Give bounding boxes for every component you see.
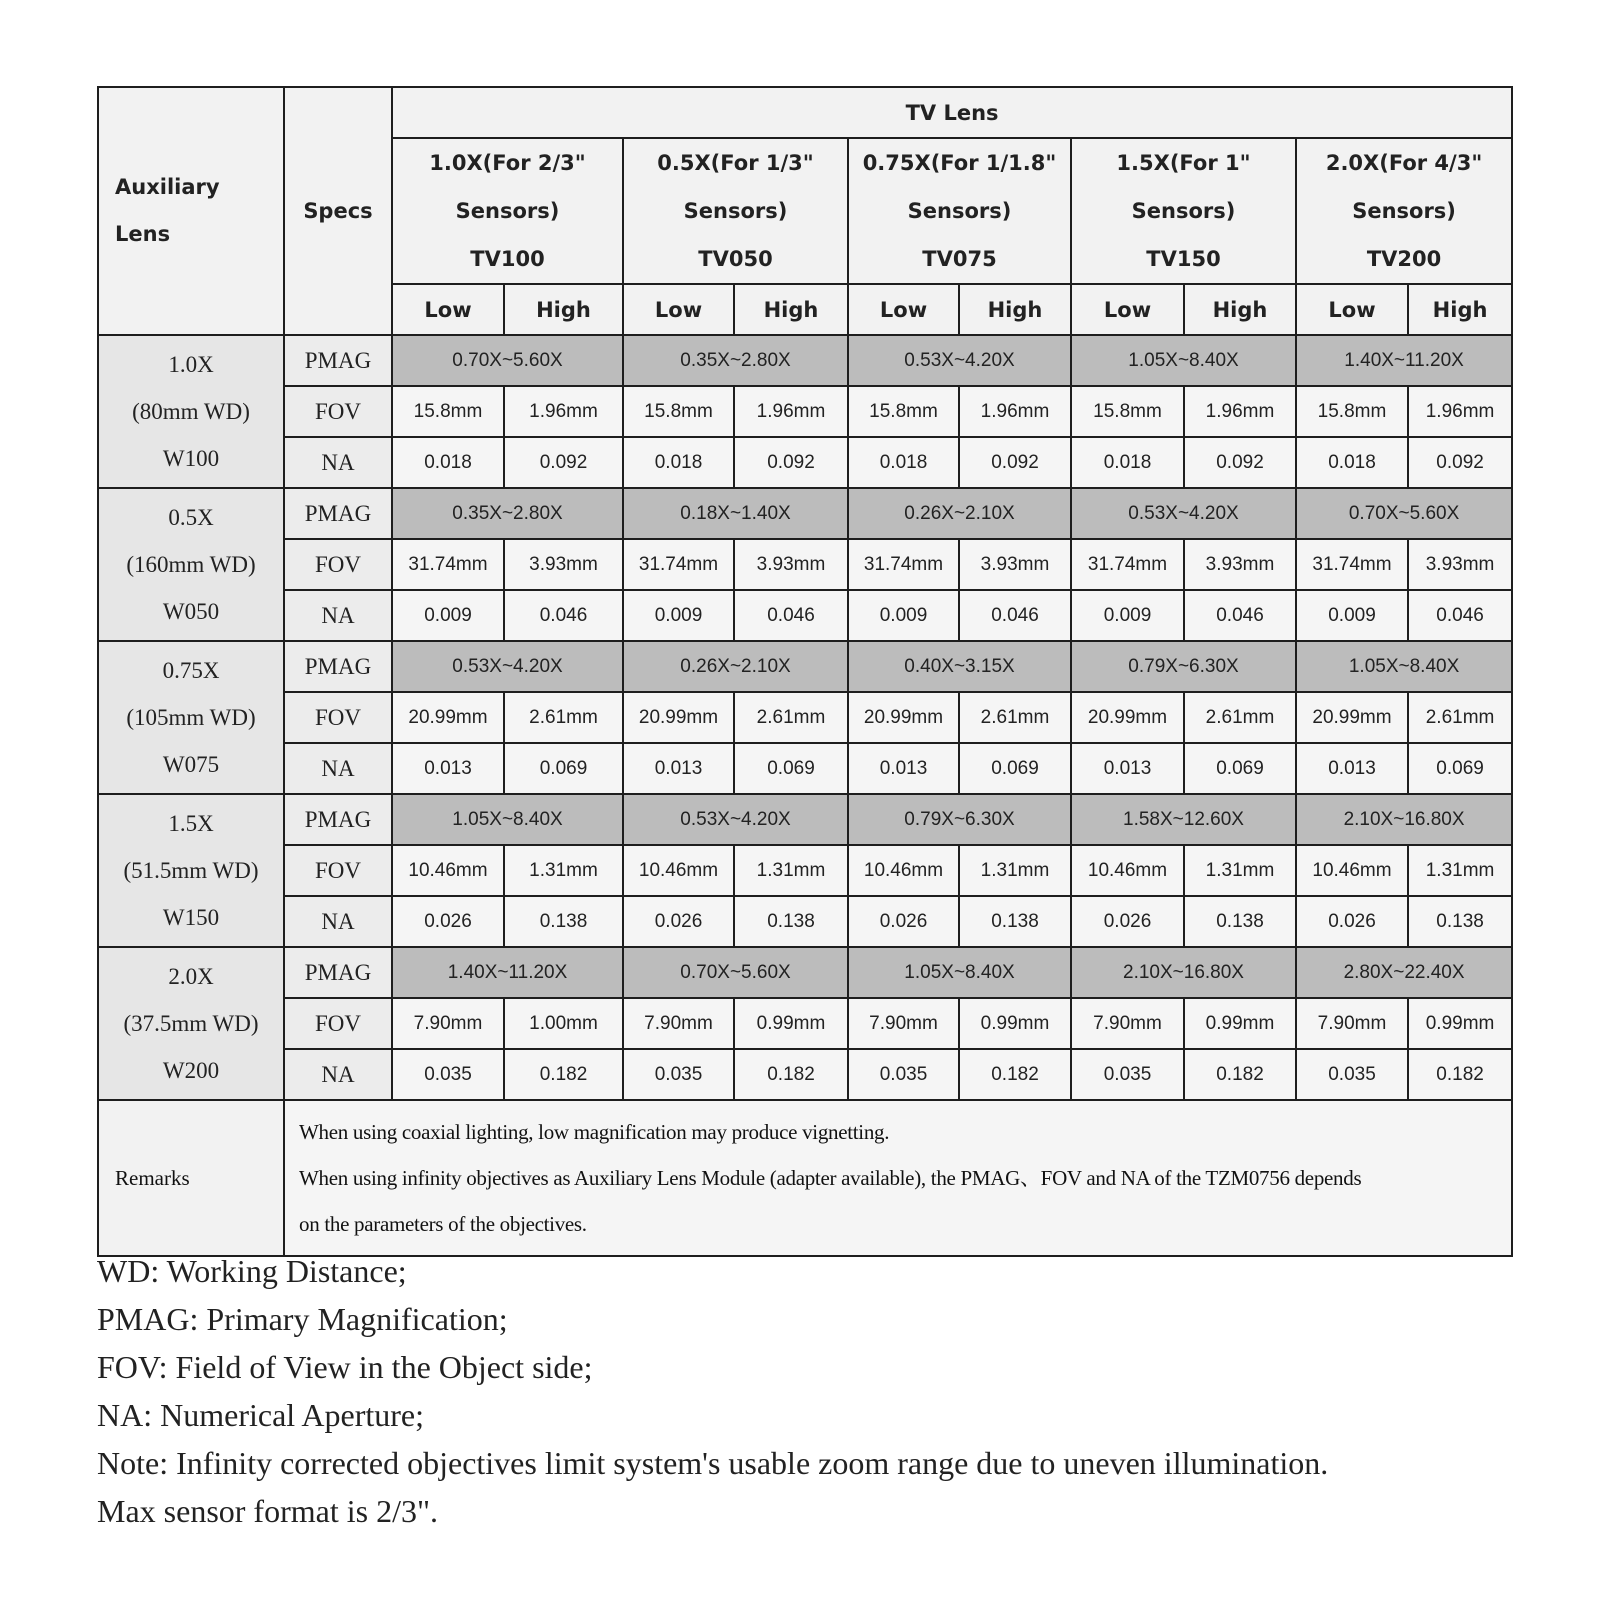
fov-low-value: 31.74mm bbox=[623, 539, 734, 590]
fov-high-value: 1.31mm bbox=[1184, 845, 1296, 896]
fov-high-value: 1.96mm bbox=[959, 386, 1071, 437]
na-low-value: 0.035 bbox=[623, 1049, 734, 1100]
pmag-value: 0.40X~3.15X bbox=[848, 641, 1071, 692]
na-high-value: 0.069 bbox=[1408, 743, 1512, 794]
footnote-fov: FOV: Field of View in the Object side; bbox=[97, 1349, 593, 1385]
na-high-value: 0.046 bbox=[1184, 590, 1296, 641]
fov-low-value: 7.90mm bbox=[1071, 998, 1184, 1049]
fov-high-value: 1.96mm bbox=[504, 386, 623, 437]
fov-high-value: 2.61mm bbox=[1408, 692, 1512, 743]
header-tv-lens-line: 2.0X(For 4/3" bbox=[1325, 151, 1483, 175]
spec-label-pmag: PMAG bbox=[284, 641, 392, 692]
auxiliary-lens-line: W075 bbox=[162, 752, 220, 777]
fov-low-value: 20.99mm bbox=[392, 692, 504, 743]
na-high-value: 0.092 bbox=[1408, 437, 1512, 488]
header-tv-lens-line: 0.75X(For 1/1.8" bbox=[862, 151, 1057, 175]
header-tv-lens-line: 1.0X(For 2/3" bbox=[429, 151, 586, 175]
na-low-value: 0.013 bbox=[623, 743, 734, 794]
header-auxiliary-lens: Auxiliary Lens bbox=[98, 87, 284, 335]
fov-low-value: 7.90mm bbox=[623, 998, 734, 1049]
spec-label-fov: FOV bbox=[284, 539, 392, 590]
auxiliary-lens-cell bbox=[98, 641, 284, 794]
na-low-value: 0.035 bbox=[848, 1049, 959, 1100]
fov-low-value: 15.8mm bbox=[623, 386, 734, 437]
header-tv-lens-line: TV150 bbox=[1146, 247, 1221, 271]
fov-low-value: 10.46mm bbox=[392, 845, 504, 896]
na-high-value: 0.092 bbox=[504, 437, 623, 488]
na-high-value: 0.046 bbox=[1408, 590, 1512, 641]
pmag-value: 0.35X~2.80X bbox=[392, 488, 623, 539]
auxiliary-lens-cell bbox=[98, 947, 284, 1100]
auxiliary-lens-cell bbox=[98, 488, 284, 641]
spec-label-na: NA bbox=[284, 1049, 392, 1100]
fov-high-value: 1.31mm bbox=[1408, 845, 1512, 896]
fov-high-value: 1.96mm bbox=[734, 386, 848, 437]
auxiliary-lens-line: (160mm WD) bbox=[126, 552, 256, 577]
na-high-value: 0.069 bbox=[504, 743, 623, 794]
header-tv-lens-line: TV100 bbox=[470, 247, 545, 271]
na-low-value: 0.026 bbox=[392, 896, 504, 947]
fov-high-value: 0.99mm bbox=[959, 998, 1071, 1049]
remarks-line: When using coaxial lighting, low magnification may produce vignetting. bbox=[299, 1120, 890, 1144]
pmag-value: 0.70X~5.60X bbox=[623, 947, 848, 998]
pmag-value: 0.53X~4.20X bbox=[392, 641, 623, 692]
lens-spec-table bbox=[97, 86, 1513, 1257]
header-tv-lens-model bbox=[848, 138, 1071, 284]
header-tv-lens: TV Lens bbox=[392, 87, 1512, 138]
auxiliary-lens-cell bbox=[98, 335, 284, 488]
na-low-value: 0.018 bbox=[623, 437, 734, 488]
footnotes bbox=[97, 1247, 1328, 1535]
na-low-value: 0.009 bbox=[848, 590, 959, 641]
spec-label-fov: FOV bbox=[284, 386, 392, 437]
na-high-value: 0.046 bbox=[504, 590, 623, 641]
header-high: High bbox=[1184, 284, 1296, 335]
fov-low-value: 20.99mm bbox=[623, 692, 734, 743]
header-high: High bbox=[734, 284, 848, 335]
fov-high-value: 0.99mm bbox=[1184, 998, 1296, 1049]
fov-low-value: 31.74mm bbox=[848, 539, 959, 590]
fov-high-value: 2.61mm bbox=[959, 692, 1071, 743]
header-high: High bbox=[1408, 284, 1512, 335]
na-low-value: 0.026 bbox=[1071, 896, 1184, 947]
pmag-value: 0.70X~5.60X bbox=[392, 335, 623, 386]
pmag-value: 1.05X~8.40X bbox=[848, 947, 1071, 998]
header-low: Low bbox=[848, 284, 959, 335]
header-specs: Specs bbox=[284, 87, 392, 335]
footnote-max-sensor: Max sensor format is 2/3". bbox=[97, 1493, 439, 1529]
footnote-note: Note: Infinity corrected objectives limit system's usable zoom range due to uneven illumination. bbox=[97, 1445, 1329, 1481]
spec-label-na: NA bbox=[284, 896, 392, 947]
fov-low-value: 15.8mm bbox=[1296, 386, 1408, 437]
fov-high-value: 1.00mm bbox=[504, 998, 623, 1049]
spec-label-na: NA bbox=[284, 437, 392, 488]
fov-low-value: 31.74mm bbox=[1296, 539, 1408, 590]
na-high-value: 0.182 bbox=[1408, 1049, 1512, 1100]
fov-high-value: 3.93mm bbox=[959, 539, 1071, 590]
na-high-value: 0.046 bbox=[959, 590, 1071, 641]
fov-low-value: 10.46mm bbox=[848, 845, 959, 896]
spec-label-pmag: PMAG bbox=[284, 335, 392, 386]
fov-low-value: 10.46mm bbox=[1071, 845, 1184, 896]
fov-low-value: 20.99mm bbox=[848, 692, 959, 743]
na-low-value: 0.013 bbox=[848, 743, 959, 794]
header-low: Low bbox=[1296, 284, 1408, 335]
spec-label-na: NA bbox=[284, 743, 392, 794]
fov-high-value: 1.96mm bbox=[1184, 386, 1296, 437]
na-low-value: 0.035 bbox=[1296, 1049, 1408, 1100]
fov-low-value: 10.46mm bbox=[1296, 845, 1408, 896]
na-low-value: 0.026 bbox=[848, 896, 959, 947]
spec-label-fov: FOV bbox=[284, 998, 392, 1049]
header-tv-lens-line: TV200 bbox=[1366, 247, 1442, 271]
na-low-value: 0.009 bbox=[392, 590, 504, 641]
pmag-value: 0.53X~4.20X bbox=[848, 335, 1071, 386]
na-high-value: 0.069 bbox=[959, 743, 1071, 794]
pmag-value: 0.53X~4.20X bbox=[623, 794, 848, 845]
fov-high-value: 1.31mm bbox=[504, 845, 623, 896]
na-low-value: 0.018 bbox=[1296, 437, 1408, 488]
na-high-value: 0.138 bbox=[1184, 896, 1296, 947]
na-high-value: 0.069 bbox=[734, 743, 848, 794]
fov-high-value: 3.93mm bbox=[1408, 539, 1512, 590]
pmag-value: 0.53X~4.20X bbox=[1071, 488, 1296, 539]
pmag-value: 2.10X~16.80X bbox=[1071, 947, 1296, 998]
auxiliary-lens-line: W150 bbox=[162, 905, 220, 930]
na-low-value: 0.035 bbox=[1071, 1049, 1184, 1100]
auxiliary-lens-line: 0.75X bbox=[162, 658, 220, 683]
remarks-line: on the parameters of the objectives. bbox=[299, 1212, 587, 1236]
auxiliary-lens-line: (37.5mm WD) bbox=[123, 1011, 259, 1036]
fov-high-value: 1.96mm bbox=[1408, 386, 1512, 437]
na-low-value: 0.009 bbox=[623, 590, 734, 641]
pmag-value: 2.80X~22.40X bbox=[1296, 947, 1512, 998]
auxiliary-lens-line: W200 bbox=[162, 1058, 220, 1083]
fov-high-value: 3.93mm bbox=[504, 539, 623, 590]
auxiliary-lens-line: (51.5mm WD) bbox=[123, 858, 259, 883]
fov-high-value: 2.61mm bbox=[734, 692, 848, 743]
header-low: Low bbox=[392, 284, 504, 335]
na-high-value: 0.092 bbox=[959, 437, 1071, 488]
fov-high-value: 0.99mm bbox=[1408, 998, 1512, 1049]
header-tv-lens-model bbox=[392, 138, 623, 284]
footnote-na: NA: Numerical Aperture; bbox=[97, 1397, 424, 1433]
auxiliary-lens-cell bbox=[98, 794, 284, 947]
header-low: Low bbox=[1071, 284, 1184, 335]
auxiliary-lens-line: (105mm WD) bbox=[126, 705, 256, 730]
pmag-value: 1.40X~11.20X bbox=[392, 947, 623, 998]
header-tv-lens-line: Sensors) bbox=[907, 199, 1012, 223]
header-tv-lens-line: TV050 bbox=[698, 247, 773, 271]
header-tv-lens-line: 1.5X(For 1" bbox=[1116, 151, 1251, 175]
pmag-value: 0.35X~2.80X bbox=[623, 335, 848, 386]
spec-label-fov: FOV bbox=[284, 692, 392, 743]
fov-low-value: 7.90mm bbox=[848, 998, 959, 1049]
fov-low-value: 15.8mm bbox=[1071, 386, 1184, 437]
fov-high-value: 0.99mm bbox=[734, 998, 848, 1049]
fov-low-value: 10.46mm bbox=[623, 845, 734, 896]
na-high-value: 0.182 bbox=[734, 1049, 848, 1100]
na-low-value: 0.018 bbox=[392, 437, 504, 488]
auxiliary-lens-line: 1.5X bbox=[168, 811, 214, 836]
pmag-value: 1.40X~11.20X bbox=[1296, 335, 1512, 386]
pmag-value: 1.05X~8.40X bbox=[1071, 335, 1296, 386]
header-tv-lens-line: Sensors) bbox=[455, 199, 560, 223]
header-tv-lens-line: TV075 bbox=[922, 247, 997, 271]
spec-label-na: NA bbox=[284, 590, 392, 641]
na-high-value: 0.182 bbox=[959, 1049, 1071, 1100]
fov-high-value: 3.93mm bbox=[734, 539, 848, 590]
na-low-value: 0.013 bbox=[392, 743, 504, 794]
pmag-value: 1.05X~8.40X bbox=[392, 794, 623, 845]
na-low-value: 0.009 bbox=[1296, 590, 1408, 641]
na-high-value: 0.138 bbox=[959, 896, 1071, 947]
pmag-value: 0.79X~6.30X bbox=[848, 794, 1071, 845]
na-low-value: 0.013 bbox=[1296, 743, 1408, 794]
header-tv-lens-line: Sensors) bbox=[683, 199, 788, 223]
na-high-value: 0.138 bbox=[1408, 896, 1512, 947]
auxiliary-lens-line: W050 bbox=[162, 599, 220, 624]
pmag-value: 1.05X~8.40X bbox=[1296, 641, 1512, 692]
na-high-value: 0.182 bbox=[1184, 1049, 1296, 1100]
fov-low-value: 15.8mm bbox=[392, 386, 504, 437]
na-low-value: 0.026 bbox=[623, 896, 734, 947]
fov-low-value: 7.90mm bbox=[392, 998, 504, 1049]
na-high-value: 0.069 bbox=[1184, 743, 1296, 794]
remarks-label: Remarks bbox=[98, 1100, 284, 1256]
na-high-value: 0.182 bbox=[504, 1049, 623, 1100]
footnote-wd: WD: Working Distance; bbox=[97, 1253, 407, 1289]
auxiliary-lens-line: W100 bbox=[162, 446, 220, 471]
header-high: High bbox=[959, 284, 1071, 335]
na-low-value: 0.035 bbox=[392, 1049, 504, 1100]
spec-label-pmag: PMAG bbox=[284, 488, 392, 539]
auxiliary-lens-line: 2.0X bbox=[168, 964, 214, 989]
fov-low-value: 15.8mm bbox=[848, 386, 959, 437]
header-tv-lens-line: Sensors) bbox=[1131, 199, 1236, 223]
pmag-value: 0.26X~2.10X bbox=[623, 641, 848, 692]
pmag-value: 2.10X~16.80X bbox=[1296, 794, 1512, 845]
pmag-value: 0.79X~6.30X bbox=[1071, 641, 1296, 692]
spec-label-fov: FOV bbox=[284, 845, 392, 896]
header-low: Low bbox=[623, 284, 734, 335]
na-high-value: 0.092 bbox=[1184, 437, 1296, 488]
fov-low-value: 20.99mm bbox=[1296, 692, 1408, 743]
fov-low-value: 20.99mm bbox=[1071, 692, 1184, 743]
header-tv-lens-model bbox=[1071, 138, 1296, 284]
fov-low-value: 31.74mm bbox=[1071, 539, 1184, 590]
na-high-value: 0.138 bbox=[734, 896, 848, 947]
remarks-text bbox=[284, 1100, 1512, 1256]
header-tv-lens-line: 0.5X(For 1/3" bbox=[657, 151, 814, 175]
fov-low-value: 31.74mm bbox=[392, 539, 504, 590]
fov-high-value: 3.93mm bbox=[1184, 539, 1296, 590]
fov-high-value: 1.31mm bbox=[734, 845, 848, 896]
na-low-value: 0.013 bbox=[1071, 743, 1184, 794]
na-high-value: 0.092 bbox=[734, 437, 848, 488]
auxiliary-lens-line: (80mm WD) bbox=[132, 399, 250, 424]
na-low-value: 0.026 bbox=[1296, 896, 1408, 947]
na-high-value: 0.046 bbox=[734, 590, 848, 641]
pmag-value: 0.18X~1.40X bbox=[623, 488, 848, 539]
header-tv-lens-line: Sensors) bbox=[1352, 199, 1456, 223]
spec-label-pmag: PMAG bbox=[284, 794, 392, 845]
footnote-pmag: PMAG: Primary Magnification; bbox=[97, 1301, 508, 1337]
remarks-line: When using infinity objectives as Auxiliary Lens Module (adapter available), the PMAG、FOV and NA of the TZM0756 depends bbox=[299, 1166, 1362, 1190]
header-tv-lens-model bbox=[1296, 138, 1512, 284]
spec-label-pmag: PMAG bbox=[284, 947, 392, 998]
pmag-value: 1.58X~12.60X bbox=[1071, 794, 1296, 845]
na-high-value: 0.138 bbox=[504, 896, 623, 947]
pmag-value: 0.26X~2.10X bbox=[848, 488, 1071, 539]
header-tv-lens-model bbox=[623, 138, 848, 284]
fov-high-value: 2.61mm bbox=[504, 692, 623, 743]
auxiliary-lens-line: 0.5X bbox=[168, 505, 214, 530]
fov-low-value: 7.90mm bbox=[1296, 998, 1408, 1049]
pmag-value: 0.70X~5.60X bbox=[1296, 488, 1512, 539]
fov-high-value: 1.31mm bbox=[959, 845, 1071, 896]
header-high: High bbox=[504, 284, 623, 335]
na-low-value: 0.018 bbox=[1071, 437, 1184, 488]
auxiliary-lens-line: 1.0X bbox=[168, 352, 214, 377]
na-low-value: 0.018 bbox=[848, 437, 959, 488]
fov-high-value: 2.61mm bbox=[1184, 692, 1296, 743]
na-low-value: 0.009 bbox=[1071, 590, 1184, 641]
